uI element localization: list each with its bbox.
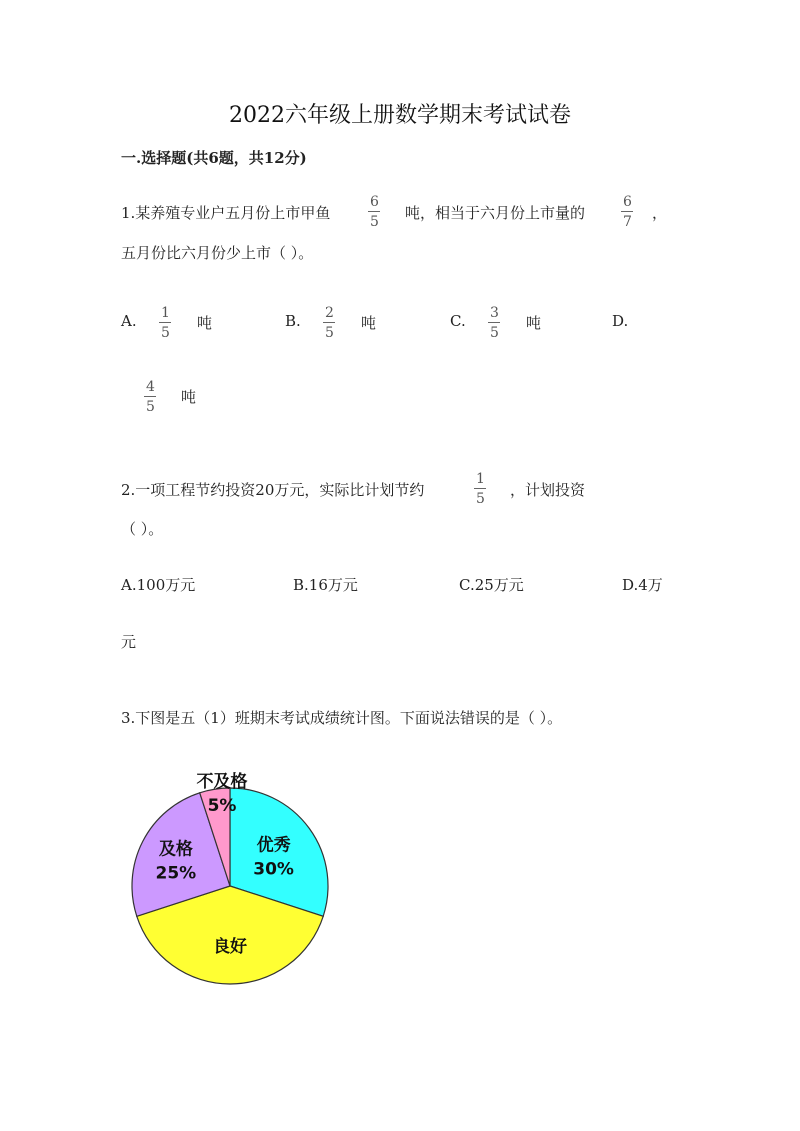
q1-option-c-unit: 吨 xyxy=(526,314,542,332)
q1-option-b-label: B. xyxy=(285,312,301,330)
fraction-denominator: 5 xyxy=(146,399,155,415)
q2-option-d: D.4万 xyxy=(622,576,663,594)
fraction-denominator: 5 xyxy=(476,491,485,507)
q1-option-d-label: D. xyxy=(612,312,629,330)
q2-fraction xyxy=(474,472,487,506)
pie-slice-value: 25% xyxy=(155,863,197,884)
fraction-numerator: 2 xyxy=(325,305,334,321)
q2-option-c: C.25万元 xyxy=(459,576,524,594)
q1-option-c-label: C. xyxy=(450,312,466,330)
q2-text-part2: ，计划投资 xyxy=(510,481,586,499)
q2-option-d-wrap: 元 xyxy=(121,633,137,651)
fraction-numerator: 6 xyxy=(623,194,632,210)
pie-slice-value: 30% xyxy=(253,859,294,880)
q3-text: 3.下图是五（1）班期末考试成绩统计图。下面说法错误的是（ ）。 xyxy=(121,709,563,727)
fraction-numerator: 4 xyxy=(146,379,155,395)
fraction-denominator: 5 xyxy=(325,325,334,341)
q1-option-d-unit: 吨 xyxy=(181,388,197,406)
q1-text-part2: 吨，相当于六月份上市量的 xyxy=(405,204,586,222)
pie-chart xyxy=(120,765,340,1025)
q1-option-b-fraction xyxy=(323,306,336,340)
fraction-denominator: 7 xyxy=(623,214,632,230)
q2-option-a: A.100万元 xyxy=(121,576,196,594)
section-heading: 一.选择题(共6题，共12分) xyxy=(121,149,307,167)
pie-slice-label: 及格 xyxy=(158,839,193,860)
pie-slice-label: 不及格 xyxy=(196,772,248,792)
fraction-numerator: 1 xyxy=(161,305,170,321)
q1-fraction-a xyxy=(368,195,381,229)
fraction-denominator: 5 xyxy=(370,214,379,230)
q2-text-line2: （ ）。 xyxy=(121,520,164,538)
q1-text-part3: ， xyxy=(652,204,668,222)
fraction-numerator: 3 xyxy=(490,305,499,321)
fraction-denominator: 5 xyxy=(161,325,170,341)
pie-slice-label: 良好 xyxy=(213,936,247,957)
q1-text-line2: 五月份比六月份少上市（ ）。 xyxy=(121,244,314,262)
q1-option-c-fraction xyxy=(488,306,501,340)
q2-option-b: B.16万元 xyxy=(293,576,358,594)
q1-option-a-unit: 吨 xyxy=(197,314,213,332)
q1-text-part1: 1.某养殖专业户五月份上市甲鱼 xyxy=(121,204,331,222)
q1-option-d-fraction xyxy=(144,380,157,414)
fraction-denominator: 5 xyxy=(490,325,499,341)
q2-text-part1: 2.一项工程节约投资20万元，实际比计划节约 xyxy=(121,481,425,499)
q1-fraction-b xyxy=(621,195,634,229)
fraction-numerator: 6 xyxy=(370,194,379,210)
page-title: 2022六年级上册数学期末考试试卷 xyxy=(229,103,571,128)
fraction-numerator: 1 xyxy=(476,471,485,487)
q1-option-a-fraction xyxy=(159,306,172,340)
q1-option-a-label: A. xyxy=(121,312,137,330)
pie-slice-label: 优秀 xyxy=(256,835,291,856)
q1-option-b-unit: 吨 xyxy=(361,314,377,332)
pie-slice-value: 5% xyxy=(207,796,237,816)
